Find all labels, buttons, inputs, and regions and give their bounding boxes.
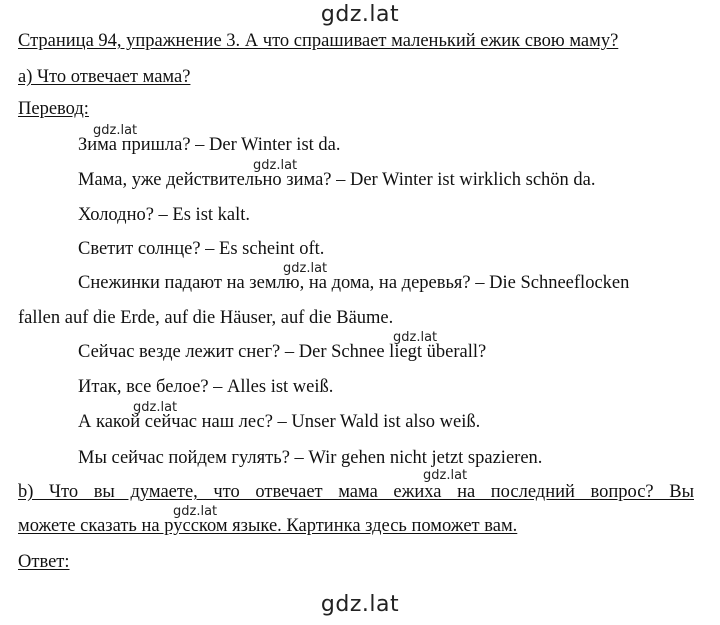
watermark: gdz.lat bbox=[253, 158, 298, 173]
translation-line: Снежинки падают на землю, на дома, на деревья? – Die Schneeflocken bbox=[78, 273, 630, 293]
watermark: gdz.lat bbox=[173, 504, 218, 519]
translation-line: Итак, все белое? – Alles ist weiß. bbox=[78, 377, 334, 397]
translation-line: Зима пришла? – Der Winter ist da. bbox=[78, 135, 341, 155]
watermark: gdz.lat bbox=[393, 330, 438, 345]
answer-label: Ответ: bbox=[18, 552, 70, 572]
task-b-line: можете сказать на русском языке. Картинка здесь поможет вам. bbox=[18, 516, 518, 536]
translation-line: Мы сейчас пойдем гулять? – Wir gehen nicht jetzt spazieren. bbox=[78, 448, 543, 468]
translation-line: Сейчас везде лежит снег? – Der Schnee liegt überall? bbox=[78, 342, 487, 362]
watermark: gdz.lat bbox=[283, 261, 328, 276]
translation-line: А какой сейчас наш лес? – Unser Wald ist also weiß. bbox=[78, 412, 481, 432]
translation-line: Холодно? – Es ist kalt. bbox=[78, 205, 251, 225]
watermark-footer: gdz.lat bbox=[320, 592, 400, 617]
translation-label: Перевод: bbox=[18, 99, 89, 119]
translation-line: Мама, уже действительно зима? – Der Winter ist wirklich schön da. bbox=[78, 170, 596, 190]
watermark-header: gdz.lat bbox=[320, 2, 400, 27]
translation-line: fallen auf die Erde, auf die Häuser, auf die Bäume. bbox=[18, 308, 394, 328]
watermark: gdz.lat bbox=[93, 123, 138, 138]
translation-line: Светит солнце? – Es scheint oft. bbox=[78, 239, 325, 259]
exercise-title: Страница 94, упражнение 3. А что спрашивает маленький ежик свою маму? bbox=[18, 31, 619, 51]
task-b-line: b) Что вы думаете, что отвечает мама ежиха на последний вопрос? Вы bbox=[18, 482, 694, 502]
watermark: gdz.lat bbox=[133, 400, 178, 415]
task-a: а) Что отвечает мама? bbox=[18, 67, 191, 87]
watermark: gdz.lat bbox=[423, 468, 468, 483]
